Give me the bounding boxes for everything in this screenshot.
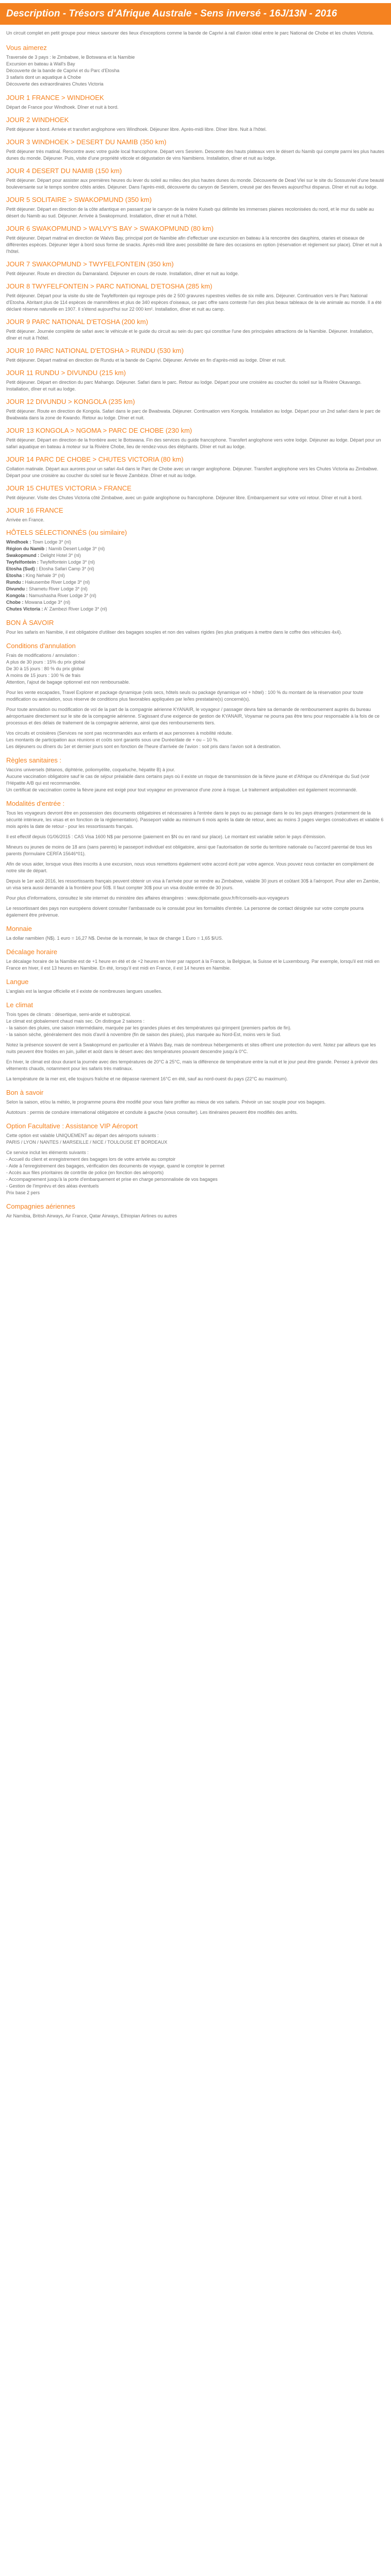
hotel-item <box>6 606 385 613</box>
day-title: JOUR 14 PARC DE CHOBE > CHUTES VICTORIA (80 km) <box>6 455 184 463</box>
paragraph: Tous les voyageurs devront être en possession des documents obligatoires et nécessaires à l'entrée dans le pays ou au passage dans le ou les pays étrangers (notamment de la sécurité intérieure, les visas et en fonction de la réglementation). Passeport valide au minimum 6 mois après la date de retour, avec au moins 3 pages vierges consécutives et valable 6 mois après la date de retour - pour les ressortissants français. <box>6 810 384 829</box>
timezone-section <box>6 948 385 972</box>
summary-title: Vous aimerez <box>6 44 47 52</box>
day-block <box>6 506 385 523</box>
day-block <box>6 196 385 219</box>
hotel-name: Etosha Safari Camp 3* (nl) <box>39 566 94 571</box>
summary-item: Excursion en bateau à Wall's Bay <box>6 61 75 66</box>
paragraph: Vaccins universels (tétanos, diphtérie, poliomyélite, coqueluche, hépatite B) à jour. Aucune vaccination obligatoire sauf le cas de séjour préalable dans certains pays où il existe un risque de transmission de la fièvre jaune et d'Afrique ou d'Amérique du Sud (voir l'Hépatite A/B qui est recommandée. Un certificat de vaccination contre la fièvre jaune est exigé pour tout voyageur en provenance d'une zone à risque. Le traitement antipaludéen est également recommandé. <box>6 767 370 792</box>
day-text: Petit déjeuner. Visite des Chutes Victoria côté Zimbabwe, avec un guide anglophone ou francophone. Déjeuner libre. Embarquement sur votre vol retour. Dîner et nuit à bord. <box>6 495 363 500</box>
day-text: Petit déjeuner. Départ en direction du parc Mahango. Déjeuner. Safari dans le parc. Retour au lodge. Départ pour une croisière au coucher du soleil sur la Rivière Okavango. Installation, dîner et nuit au lodge. <box>6 380 362 392</box>
hotel-item <box>6 572 385 579</box>
hotel-item <box>6 539 385 546</box>
climate-title: Le climat <box>6 1001 34 1009</box>
day-block <box>6 260 385 277</box>
day-text: Petit déjeuner. Départ en direction de la côte atlantique en passant par le canyon de la rivière Kuiseb qui délimite les immenses plaines recolonisées du nord, et le mur du sable au désert du Namib au sud. Déjeuner. Arrivée à Swakopmund. Installation, dîner et nuit à l'hôtel. <box>6 207 374 218</box>
summary-item: Découverte de la bande de Caprivi et du Parc d'Etosha <box>6 68 120 73</box>
day-text: Petit déjeuner. Journée complète de safari avec le véhicule et le guide du circuit au sein du parc qui constitue l'une des principales attractions de la Namibie. Déjeuner. Installation, dîner et nuit à l'hôtel. <box>6 329 373 341</box>
day-title: JOUR 16 FRANCE <box>6 506 63 514</box>
day-title: JOUR 10 PARC NATIONAL D'ETOSHA > RUNDU (530 km) <box>6 347 184 354</box>
paragraph: Depuis le 1er août 2016, les ressortissants français peuvent obtenir un visa à l'arrivée pour se rendre au Zimbabwe, valable 30 jours et coûtant 30$ à l'aéroport. Pour aller en Zambie, un visa sera aussi demandé à la frontière pour 50$. Il faut compter 30$ pour un visa double entrée de 30 jours. <box>6 878 380 890</box>
currency-title: Monnaie <box>6 925 32 933</box>
paragraph: Pour les vente escapades, Travel Explorer et package dynamique (vols secs, hôtels seuls ou package dynamique vol + hôtel) : 100 % du montant de la réservation pour toute modification ou annulation, sous réserve de conditions plus favorables appliquées par le/les prestataire(s) concerné(s). <box>6 690 364 702</box>
day-block <box>6 167 385 191</box>
day-block <box>6 347 385 364</box>
day-block <box>6 369 385 393</box>
climate-section <box>6 1001 385 1082</box>
hotel-name: Shametu River Lodge 3* (nl) <box>29 586 88 591</box>
airlines-title: Compagnies aériennes <box>6 1202 75 1210</box>
day-title: JOUR 3 WINDHOEK > DESERT DU NAMIB (350 km) <box>6 138 167 146</box>
page <box>0 3 391 1246</box>
airlines-text: Air Namibia, British Airways, Air France, Qatar Airways, Ethiopian Airlines ou autres <box>6 1213 177 1218</box>
day-block <box>6 116 385 133</box>
airlines-section <box>6 1202 385 1219</box>
hotel-name: Twyfelfontein Lodge 3* (nl) <box>40 560 95 565</box>
paragraph: Selon la saison, et/ou la météo, le programme pourra être modifié pour vous faire profiter au mieux de vos safaris. Prévoir un sac souple pour vos bagages. <box>6 1099 326 1105</box>
language-section <box>6 978 385 995</box>
hotel-name: Namushasha River Lodge 3* (nl) <box>29 593 96 598</box>
day-text: Petit déjeuner. Route en direction de Kongola. Safari dans le parc de Bwabwata. Déjeuner. Continuation vers Kongola. Installation au lodge. Départ pour un 2nd safari dans le parc de Bwabwata dans la zone de Kwando. Retour au lodge. Dîner et nuit. <box>6 409 381 420</box>
hotel-city: Chutes Victoria : <box>6 606 43 612</box>
day-text: Petit déjeuner. Départ matinal en direction de Walvis Bay, principal port de Namibie afin d'effectuer une excursion en bateau à la rencontre des dauphins, otaries et oiseaux de différentes espèces. Déjeuner léger à bord sous forme de snacks. Après-midi libre avec possibilité de faire des occasions en option (réservation et règlement sur place). Dîner et nuit à l'hôtel. <box>6 235 382 254</box>
day-text: Arrivée en France. <box>6 517 45 522</box>
day-block <box>6 282 385 313</box>
day-text: Collation matinale. Départ aux aurores pour un safari 4x4 dans le Parc de Chobe avec un ranger anglophone. Déjeuner. Transfert anglophone vers les Chutes Victoria au Zimbabwe. Départ pour une croisière au coucher du soleil sur le fleuve Zambèze. Dîner et nuit au lodge. <box>6 466 379 478</box>
hotel-name: Hakusembe River Lodge 3* (nl) <box>25 580 90 585</box>
hotel-name: Delight Hotel 3* (nl) <box>40 553 81 558</box>
day-title: JOUR 1 FRANCE > WINDHOEK <box>6 94 104 101</box>
day-title: JOUR 9 PARC NATIONAL D'ETOSHA (200 km) <box>6 318 149 326</box>
day-title: JOUR 6 SWAKOPMUND > WALVY'S BAY > SWAKOPMUND (80 km) <box>6 225 214 232</box>
paragraph: Ce service inclut les éléments suivants : - Accueil du client et enregistrement des bagages lors de votre arrivée au comptoir - Aide à l'enregistrement des bagages, vérification des documents de voyage, quand le comptoir le permet - Accès aux files prioritaires de contrôle de police (en fonction des aéroports) - Accompagnement jusqu'à la porte d'embarquement et prise en charge personnalisée de vos bagages - Gestion de l'imprévu et des aléas éventuels Prix base 2 pers <box>6 1150 224 1195</box>
hotel-city: Windhoek : <box>6 539 31 545</box>
paragraph: Afin de vous aider, lorsque vous êtes inscrits à une excursion, nous vous remettons également votre accord écrit par votre agence. Vous pouvez nous contacter en complément de notre site de départ. <box>6 861 374 873</box>
summary-list <box>6 54 385 88</box>
day-title: JOUR 13 KONGOLA > NGOMA > PARC DE CHOBE (230 km) <box>6 427 192 434</box>
hotel-item <box>6 566 385 572</box>
good-to-know-section <box>6 1089 385 1116</box>
sanitary-title: Règles sanitaires : <box>6 756 61 764</box>
bon-a-savoir-section <box>6 619 385 636</box>
day-text: Petit déjeuner. Départ matinal en direction de Rundu et la bande de Caprivi. Déjeuner. Arrivée en fin d'après-midi au lodge. Dîner et nuit. <box>6 358 286 363</box>
summary-item: 3 safaris dont un aquatique à Chobe <box>6 75 82 80</box>
day-block <box>6 398 385 421</box>
paragraph: Le ressortissant des pays non européens doivent consulter l'ambassade ou le consulat pour les formalités d'entrée. La personne de contact désignée sur votre compte pourra également être prévenue. <box>6 906 364 918</box>
day-text: Petit déjeuner. Départ pour la visite du site de Twyfelfontein qui regroupe près de 2 500 gravures rupestres vieilles de six mille ans. Déjeuner. Continuation vers le Parc National d'Etosha. Abritant plus de 114 espèces de mammifères et plus de 340 espèces d'oiseaux, ce parc offre sans conteste l'un des plus beaux tableaux de la vie animale au monde. Il a été déclaré réserve naturelle en 1907. Il s'étend aujourd'hui sur 22 000 km². Installation, dîner et nuit au camp. <box>6 293 382 312</box>
day-block <box>6 225 385 255</box>
paragraph: Pour plus d'informations, consultez le site internet du ministère des affaires étrangères : www.diplomatie.gouv.fr/fr/conseils-aux-voyageurs <box>6 895 289 901</box>
hotels-list <box>6 539 385 613</box>
hotel-name: A' Zambezi River Lodge 3* (nl) <box>44 606 107 612</box>
day-text: Petit déjeuner. Départ en direction de la frontière avec le Botswana. Fin des services du guide francophone. Transfert anglophone vers votre lodge. Déjeuner au lodge. Départ pour un safari aquatique en bateau à moteur sur la Rivière Chobe, lieu de rendez-vous des éléphants. Dîner et nuit au lodge. <box>6 437 381 449</box>
day-title: JOUR 8 TWYFELFONTEIN > PARC NATIONAL D'ETOSHA (285 km) <box>6 282 213 290</box>
hotel-item <box>6 592 385 599</box>
hotel-city: Rundu : <box>6 580 24 585</box>
hotel-name: Mowana Lodge 3* (nl) <box>25 600 71 605</box>
paragraph: Trois types de climats : désertique, semi-aride et subtropical. Le climat est globalement chaud mais sec. On distingue 2 saisons : - la saison des pluies, une saison intermédiaire, marquée par les grandes pluies et des températures qui grimpent (premiers parfois de fin). - la saison sèche, généralement des mois d'avril à novembre (fin de saison des pluies), plus marquée au Nord-Est, moins vers le Sud. <box>6 1012 291 1037</box>
conditions-section <box>6 642 385 750</box>
paragraph: La température de la mer est, elle toujours fraîche et ne dépasse rarement 16°C en été, sauf au nord-ouest du pays (22°C au maximum). <box>6 1076 288 1081</box>
day-title: JOUR 15 CHUTES VICTORIA > FRANCE <box>6 484 132 492</box>
day-block <box>6 94 385 111</box>
summary-item: Découverte des extraordinaires Chutes Victoria <box>6 81 104 87</box>
entry-section <box>6 800 385 919</box>
day-title: JOUR 4 DESERT DU NAMIB (150 km) <box>6 167 122 175</box>
hotel-city: Divundu : <box>6 586 28 591</box>
paragraph: Vos circuits et croisières (Services ne sont pas recommandés aux enfants et aux personnes à mobilité réduite. Les montants de participation aux réunions et coûts sont garantis sous une Durée/date de + ou – 10 %. Les déjeuners ou dîners du 1er et dernier jours sont en fonction de l'heure d'arrivée de l'avion : soit pris dans l'avion soit à destination. <box>6 731 281 749</box>
day-title: JOUR 12 DIVUNDU > KONGOLA (235 km) <box>6 398 135 405</box>
conditions-title: Conditions d'annulation <box>6 642 76 650</box>
day-text: Petit déjeuner à bord. Arrivée et transfert anglophone vers Windhoek. Déjeuner libre. Après-midi libre. Dîner libre. Nuit à l'hôtel. <box>6 127 267 132</box>
paragraph: Il est effectif depuis 01/06/2015 : CAS Visa 1600 N$ par personne (paiement en $N ou en rand sur place). Le montant est variable selon le pays d'émission. <box>6 834 326 839</box>
content <box>0 25 391 1246</box>
hotels-title: HÔTELS SÉLECTIONNÉS (ou similaire) <box>6 529 127 536</box>
vip-option-title: Option Facultative : Assistance VIP Aéroport <box>6 1122 138 1130</box>
page-title: Description - Trésors d'Afrique Australe - Sens inversé - 16J/13N - 2016 <box>6 8 337 19</box>
bon-a-savoir-title: BON À SAVOIR <box>6 619 54 626</box>
day-block <box>6 427 385 450</box>
paragraph: Frais de modifications / annulation : A plus de 30 jours : 15% du prix global De 30 à 15 jours : 80 % du prix global A moins de 15 jours : 100 % de frais Attention, l'ajout de bagage optionnel est non remboursable. <box>6 653 130 685</box>
hotels-section <box>6 529 385 613</box>
hotel-city: Etosha : <box>6 573 25 578</box>
hotel-city: Etosha (Sud) : <box>6 566 38 571</box>
conditions-text <box>6 652 385 750</box>
entry-title: Modalités d'entrée : <box>6 800 65 807</box>
intro <box>6 30 385 37</box>
sanitary-section <box>6 756 385 793</box>
language-title: Langue <box>6 978 29 986</box>
language-text: L'anglais est la langue officielle et il existe de nombreuses langues usuelles. <box>6 989 162 994</box>
day-block <box>6 455 385 479</box>
currency-text: La dollar namibien (N$). 1 euro = 16,27 N$. Devise de la monnaie, le taux de change 1 Euro = 1,65 $/US. <box>6 936 223 941</box>
timezone-text: Le décalage horaire de la Namibie est de +1 heure en été et de +2 heures en hiver par rapport à la France, la Belgique, la Suisse et le Luxembourg. Par exemple, lorsqu'il est midi en France en hiver, il est 13 heures en Namibie. En été, lorsqu'il est midi en France, il est 14 heures en Namibie. <box>6 959 380 971</box>
paragraph: Mineurs ou jeunes de moins de 18 ans (sans parents) le passeport individuel est obligatoire, ainsi que l'autorisation de sortie du territoire nationale ou l'accord parental de tous les parents (formulaire CERFA 15646*01). <box>6 844 372 856</box>
hotel-item <box>6 559 385 566</box>
good-to-know-text <box>6 1099 385 1116</box>
paragraph: Notez la présence souvent de vent à Swakopmund en particulier et à Walvis Bay, mais de nombreux hébergements et sites offrent une protection du vent. Notez par ailleurs que les nuits peuvent être froides en juin, juillet et août dans le désert avec des températures pouvant descendre jusqu'à 0°C. <box>6 1042 376 1054</box>
sanitary-text <box>6 767 385 793</box>
climate-text <box>6 1011 385 1082</box>
paragraph: Pour toute annulation ou modification de vol de la part de la compagnie aérienne KYANAIR, le voyageur / passager devra faire sa demande de remboursement auprès du bureau aéroportuaire directement sur le site de la compagnie aérienne. S'agissant d'une exigence de gestion de KYANAIR, Voyamar ne pourra pas être tenu pour responsable à la fois de ce processus et des délais de traitement de la compagnie aérienne, ainsi que des remboursements tiers. <box>6 707 380 725</box>
hotel-item <box>6 546 385 552</box>
paragraph: Autotours : permis de conduire international obligatoire et conduite à gauche (vous consulter). Les itinéraires peuvent être modifiés des arrêts. <box>6 1110 298 1115</box>
hotel-item <box>6 586 385 592</box>
hotel-item <box>6 579 385 586</box>
hotel-item <box>6 599 385 606</box>
day-title: JOUR 5 SOLITAIRE > SWAKOPMUND (350 km) <box>6 196 152 204</box>
currency-section <box>6 925 385 942</box>
day-block <box>6 138 385 162</box>
title-banner <box>0 3 391 25</box>
paragraph: Cette option est valable UNIQUEMENT au départ des aéroports suivants : PARIS / LYON / NANTES / MARSEILLE / NICE / TOULOUSE ET BORDEAUX <box>6 1133 168 1145</box>
hotel-city: Région du Namib : <box>6 546 47 551</box>
day-block <box>6 318 385 342</box>
paragraph: En hiver, le climat est doux durant la journée avec des températures de 20°C à 25°C, mais la différence de température entre la nuit et le jour peut être grande. Pensez à prévoir des vêtements chauds, notamment pour les safaris très matinaux. <box>6 1059 378 1071</box>
hotel-city: Chobe : <box>6 600 24 605</box>
hotel-name: King Nehale 3* (nl) <box>26 573 65 578</box>
hotel-city: Swakopmund : <box>6 553 40 558</box>
day-title: JOUR 7 SWAKOPMUND > TWYFELFONTEIN (350 km) <box>6 260 174 268</box>
hotel-name: Town Lodge 3* (nl) <box>32 539 71 545</box>
hotel-city: Twyfelfontein : <box>6 560 39 565</box>
bon-a-savoir-text: Pour les safaris en Namibie, il est obligatoire d'utiliser des bagages souples et non des valises rigides (les plus pratiques à mettre dans le coffre des véhicules 4x4). <box>6 630 342 635</box>
hotel-name: Namib Desert Lodge 3* (nl) <box>48 546 105 551</box>
vip-option-section <box>6 1122 385 1196</box>
day-text: Départ de France pour Windhoek. Dîner et nuit à bord. <box>6 105 119 110</box>
itinerary <box>6 94 385 523</box>
timezone-title: Décalage horaire <box>6 948 58 956</box>
day-title: JOUR 2 WINDHOEK <box>6 116 69 124</box>
day-text: Petit déjeuner. Départ pour assister aux premières heures du lever du soleil au milieu des plus hautes dunes du monde. Découverte de Dead Vlei sur le site du Sossusvlei d'une beauté bouleversante sur le temps sombre côtés arides. Déjeuner. Dans l'après-midi, découverte du canyon de Sesriem, creusé par des fleuves aujourd'hui disparus. Dîner et nuit au lodge. <box>6 178 384 190</box>
day-text: Petit déjeuner très matinal. Rencontre avec votre guide local francophone. Départ vers Sesriem. Descente des hauts plateaux vers le désert du Namib qui compte parmi les plus hautes dunes du monde. Déjeuner. Puis, visite d'une propriété viticole et dégustation de vins Namibiens. Installation, dîner et nuit au lodge. <box>6 149 384 161</box>
hotel-city: Kongola : <box>6 593 28 598</box>
day-text: Petit déjeuner. Route en direction du Damaraland. Déjeuner en cours de route. Installation, dîner et nuit au lodge. <box>6 271 239 276</box>
summary-item: Traversée de 3 pays : le Zimbabwe, le Botswana et la Namibie <box>6 55 135 60</box>
vip-option-text <box>6 1132 385 1196</box>
good-to-know-title: Bon à savoir <box>6 1089 44 1096</box>
day-block <box>6 484 385 501</box>
intro-text: Un circuit complet en petit groupe pour mieux savourer des lieux d'exceptions comme la bande de Caprivi à rail d'avion idéal entre le parc National de Chobe et les chutes Victoria. <box>6 30 374 36</box>
summary-section <box>6 44 385 88</box>
entry-text <box>6 810 385 919</box>
hotel-item <box>6 552 385 559</box>
day-title: JOUR 11 RUNDU > DIVUNDU (215 km) <box>6 369 126 377</box>
